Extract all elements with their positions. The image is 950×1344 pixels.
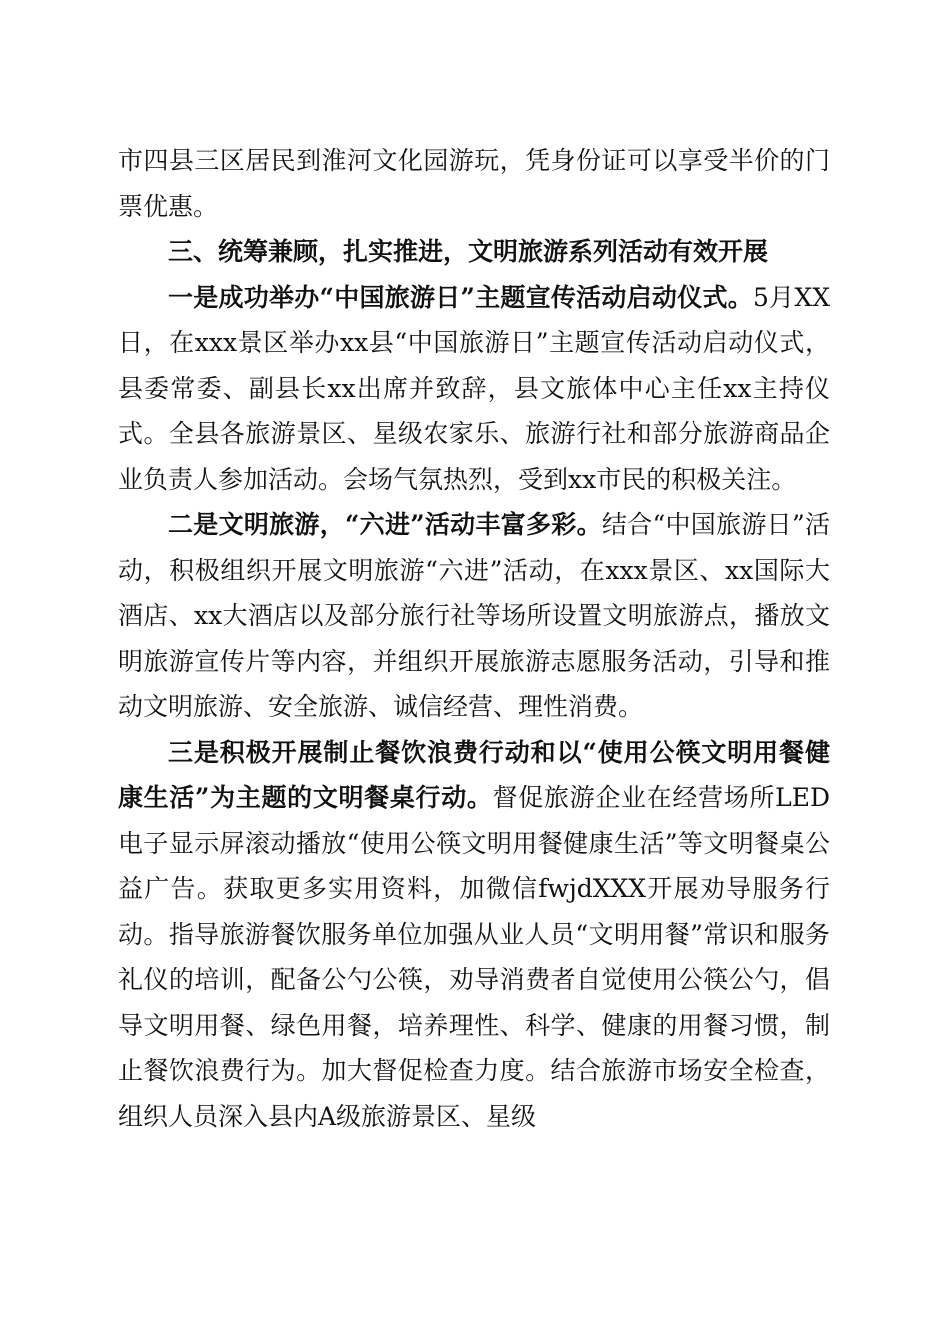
paragraph-six-entries: [118, 502, 830, 730]
paragraph-tourism-day: [118, 275, 830, 503]
paragraph-body: 5月XX日，在xxx景区举办xx县“中国旅游日”主题宣传活动启动仪式，县委常委、副县长xx出席并致辞，县文旅体中心主任xx主持仪式。全县各旅游景区、星级农家乐、旅游行社和部分旅游商品企业负责人参加活动。会场气氛热烈，受到xx市民的积极关注。: [118, 282, 830, 494]
paragraph-body: 结合“中国旅游日”活动，积极组织开展文明旅游“六进”活动，在xxx景区、xx国际大酒店、xx大酒店以及部分旅行社等场所设置文明旅游点，播放文明旅游宣传片等内容，并组织开展旅游志愿服务活动，引导和推动文明旅游、安全旅游、诚信经营、理性消费。: [118, 510, 831, 721]
document-page: [118, 138, 830, 1139]
paragraph-lead: 二是文明旅游，“六进”活动丰富多彩。: [168, 510, 602, 539]
paragraph-civilized-dining: [118, 730, 830, 1140]
paragraph-lead: 三是积极开展制止餐饮浪费行动和以“使用公筷文明用餐健康生活”为主题的文明餐桌行动。: [118, 737, 830, 812]
paragraph-continuation: 市四县三区居民到淮河文化园游玩，凭身份证可以享受半价的门票优惠。: [118, 146, 830, 221]
paragraph-body: 督促旅游企业在经营场所LED电子显示屏滚动播放“使用公筷文明用餐健康生活”等文明餐桌公益广告。获取更多实用资料，加微信fwjdXXX开展劝导服务行动。指导旅游餐饮服务单位加强从业人员“文明用餐”常识和服务礼仪的培训，配备公勺公筷，劝导消费者自觉使用公筷公勺，倡导文明用餐、绿色用餐，培养理性、科学、健康的用餐习惯，制止餐饮浪费行为。加大督促检查力度。结合旅游市场安全检查，组织人员深入县内A级旅游景区、星级: [118, 783, 830, 1131]
paragraph-lead: 一是成功举办“中国旅游日”主题宣传活动启动仪式。: [168, 282, 753, 312]
section-heading: 三、统筹兼顾，扎实推进，文明旅游系列活动有效开展: [168, 237, 769, 266]
